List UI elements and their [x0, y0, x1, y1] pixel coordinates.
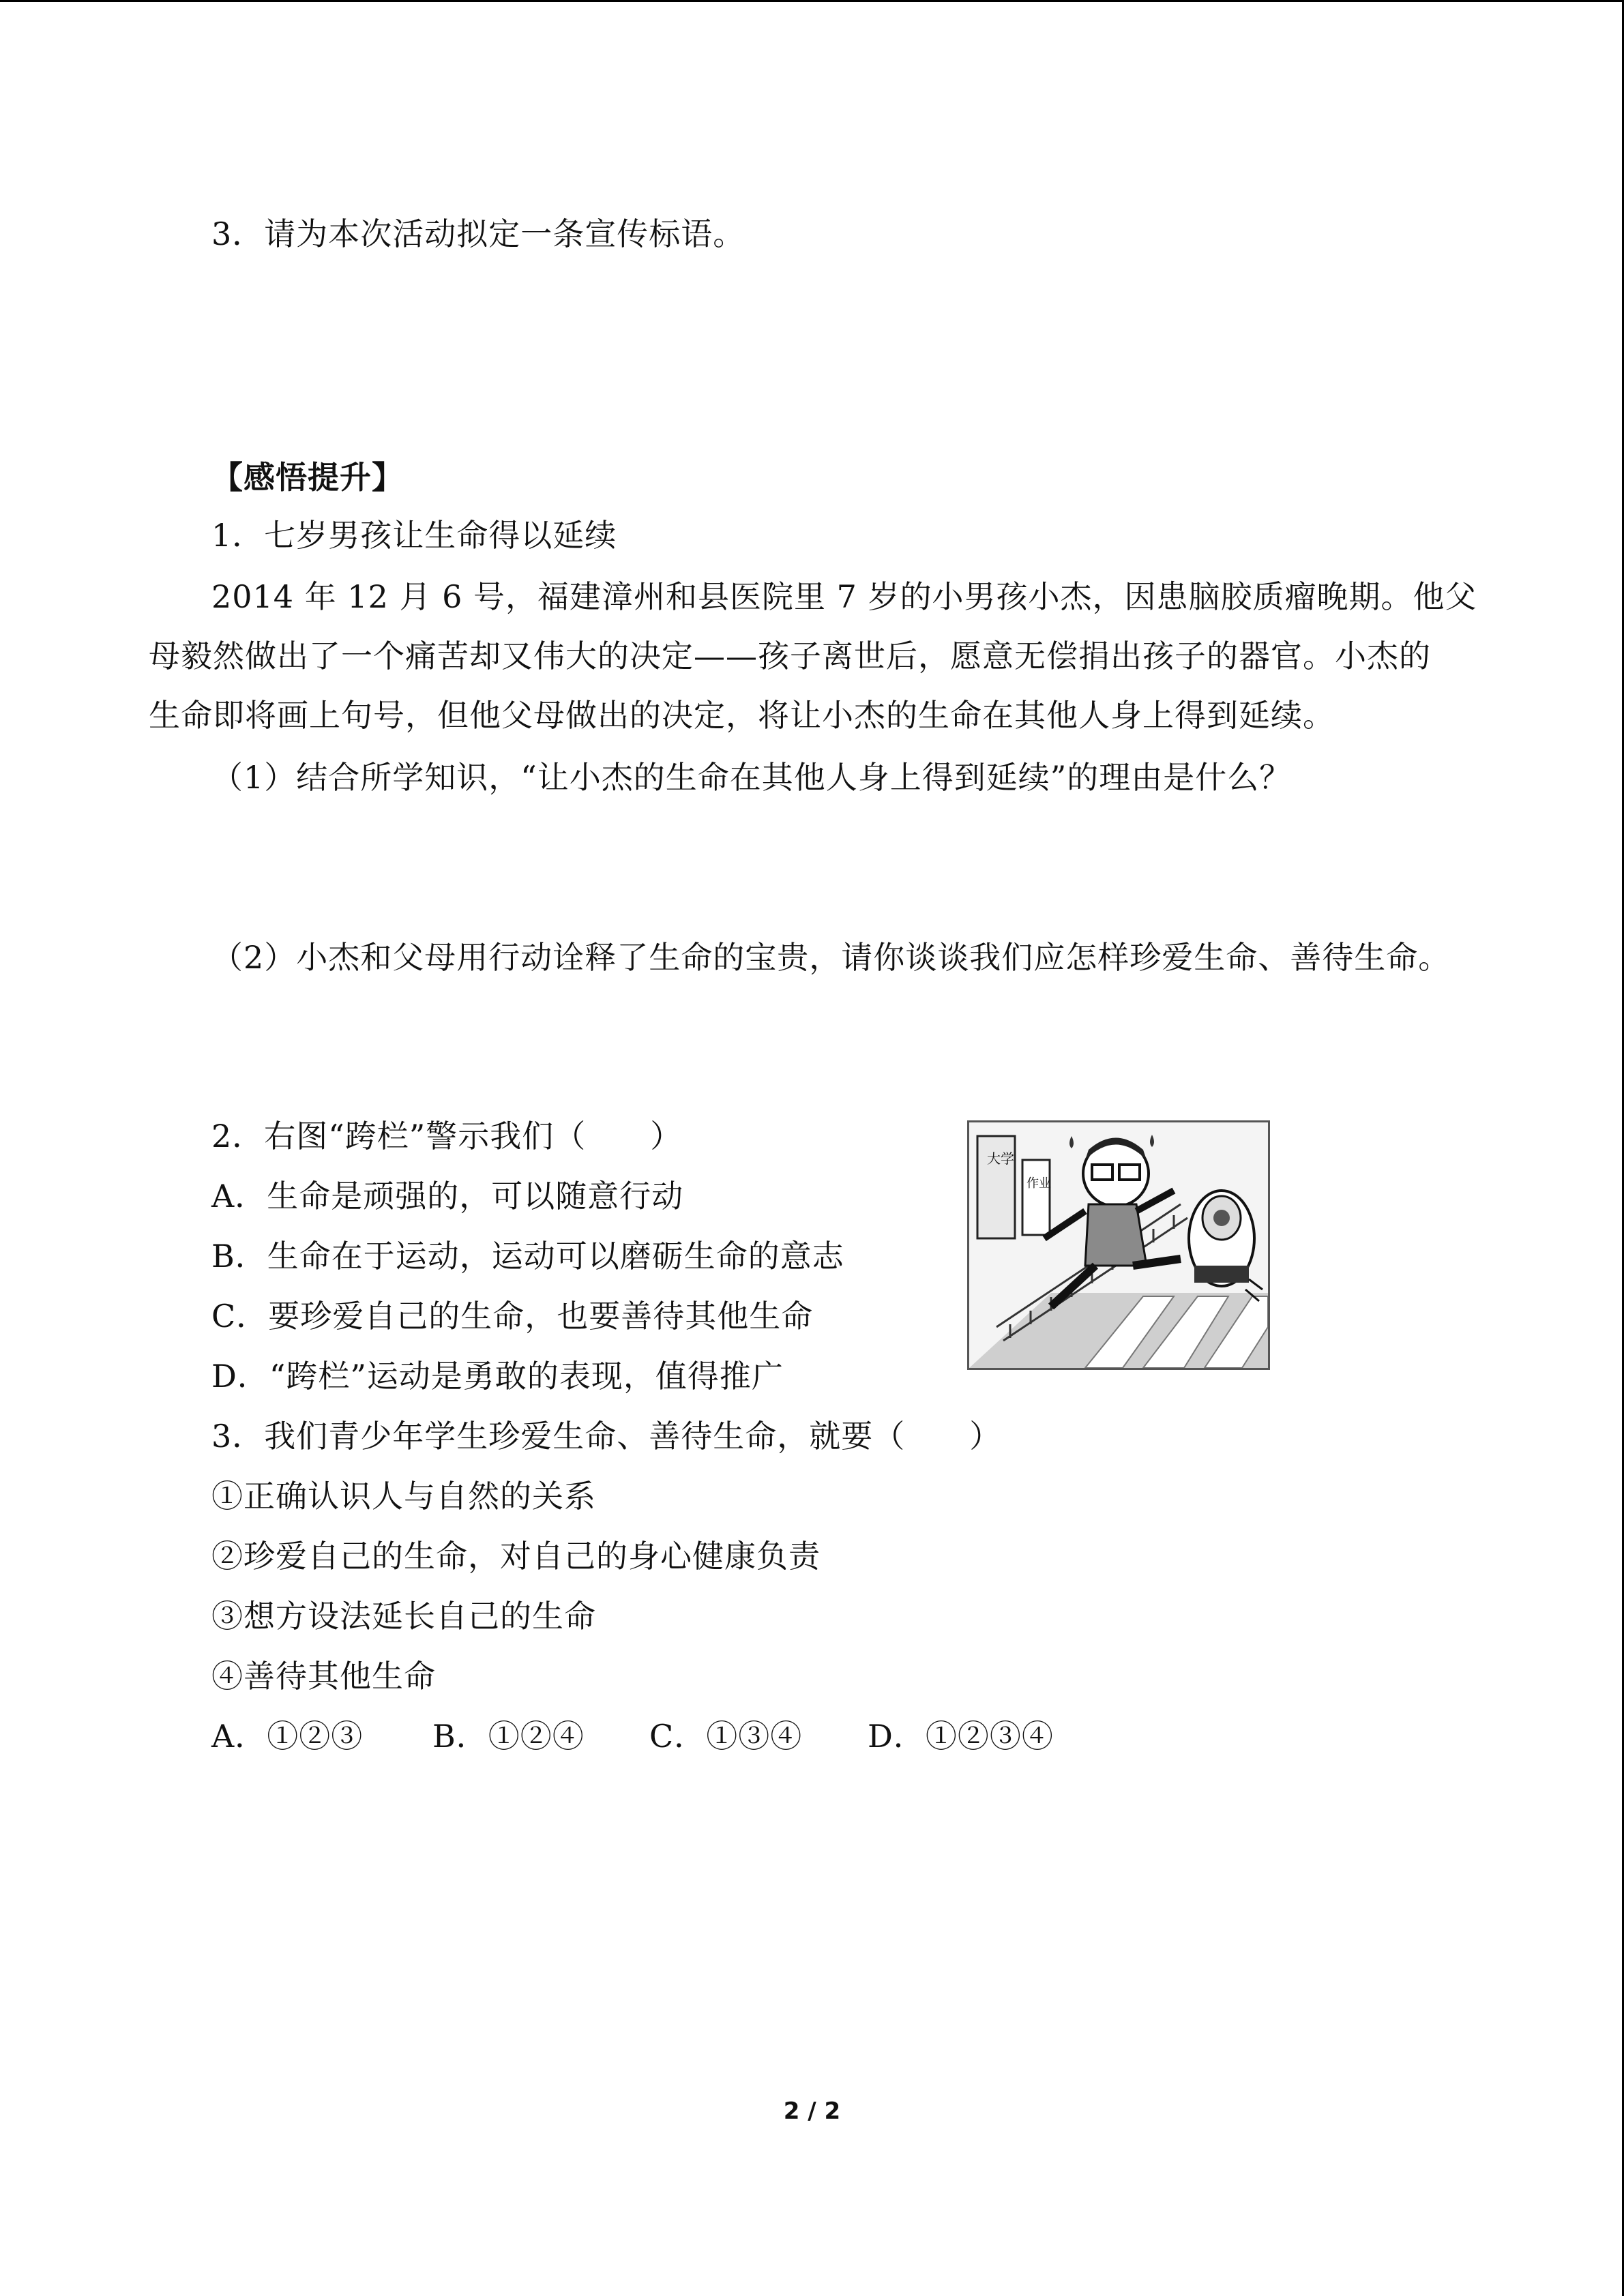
- sweat-drop: [1069, 1136, 1074, 1148]
- section-heading: 【感悟提升】: [211, 459, 404, 496]
- driver-head: [1213, 1210, 1230, 1226]
- question-3-choice-c: C．①③④: [649, 1718, 803, 1755]
- student-body: [1085, 1204, 1147, 1266]
- sweat-drop: [1150, 1135, 1154, 1147]
- hurdling-cartoon-figure: [967, 1120, 1270, 1370]
- question-2-option-d: D．“跨栏”运动是勇敢的表现，值得推广: [211, 1358, 784, 1395]
- passage-line-3: 生命即将画上句号，但他父母做出的决定，将让小杰的生命在其他人身上得到延续。: [149, 697, 1335, 734]
- question-3-stem: 3．我们青少年学生珍爱生命、善待生命，就要（ ）: [211, 1418, 1002, 1455]
- question-3-item-2: ②珍爱自己的生命，对自己的身心健康负责: [211, 1538, 821, 1575]
- book-label: 大学: [987, 1150, 1014, 1167]
- question-2-option-c: C．要珍爱自己的生命，也要善待其他生命: [211, 1298, 814, 1335]
- homework-book: [1022, 1160, 1050, 1235]
- question-2-stem: 2．右图“跨栏”警示我们（ ）: [211, 1118, 683, 1154]
- question-1-title: 1．七岁男孩让生命得以延续: [211, 517, 617, 554]
- question-3-item-1: ①正确认识人与自然的关系: [211, 1478, 596, 1515]
- passage-line-2: 母毅然做出了一个痛苦却又伟大的决定——孩子离世后，愿意无偿捐出孩子的器官。小杰的: [149, 638, 1431, 674]
- question-3-item-3: ③想方设法延长自己的生命: [211, 1598, 596, 1635]
- hurdling-cartoon-illustration: [969, 1122, 1268, 1368]
- sub-question-1: （1）结合所学知识，“让小杰的生命在其他人身上得到延续”的理由是什么？: [211, 759, 1292, 796]
- question-3-choice-a: A．①②③: [211, 1718, 364, 1755]
- page-number: 2 / 2: [783, 2098, 841, 2125]
- page-border-top: [0, 0, 1624, 2]
- car-bumper: [1194, 1266, 1249, 1283]
- question-3-choice-b: B．①②④: [432, 1718, 585, 1755]
- passage-line-1: 2014 年 12 月 6 号，福建漳州和县医院里 7 岁的小男孩小杰，因患脑胶质瘤晚期。他父: [211, 578, 1477, 615]
- homework-label: 作业: [1027, 1176, 1051, 1191]
- question-2-option-b: B．生命在于运动，运动可以磨砺生命的意志: [211, 1238, 844, 1274]
- question-3-item-4: ④善待其他生命: [211, 1658, 436, 1695]
- question-3-choice-d: D．①②③④: [868, 1718, 1054, 1755]
- question-2-option-a: A．生命是顽强的，可以随意行动: [211, 1178, 684, 1214]
- sub-question-2: （2）小杰和父母用行动诠释了生命的宝贵，请你谈谈我们应怎样珍爱生命、善待生命。: [211, 939, 1451, 976]
- question-3-slogan: 3．请为本次活动拟定一条宣传标语。: [211, 215, 745, 252]
